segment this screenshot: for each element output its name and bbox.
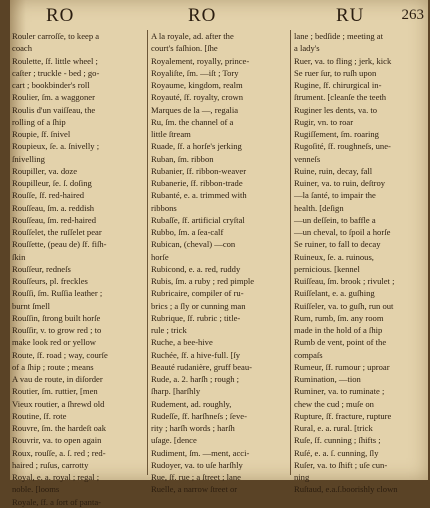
entry-line: Rubicond, e. a. red, ruddy [151,263,241,274]
entry-line: ſharp. [harſhly [151,386,201,397]
entry-line: Rugine, ſf. chirurgical in- [294,80,382,90]
entry-line: Rubaſſe, ſf. artificial cryſtal [151,214,245,225]
entry-line: —un deſſein, to baffle a [294,214,376,225]
entry-line: cart ; bookbinder's roll [12,80,90,90]
entry-line: Routine, ſf. rote [12,410,67,421]
entry-line: Routier, ſm. ruttier, [men [12,386,98,397]
entry-line: Vieux routier, a ſhrewd old [12,398,105,409]
entry-line: Rubis, ſm. a ruby ; red pimple [151,276,255,286]
entry-line: —un cheval, to ſpoil a horſe [294,227,391,237]
entry-line: Rural, e. a. rural. [trick [294,423,373,433]
entry-line: Rum, rumb, ſm. any room [294,312,384,323]
entry-line: Rudement, ad. roughly, [151,398,232,409]
dictionary-page [10,0,428,507]
entry-line: Rouſſeurs, pl. freckles [12,276,88,286]
entry-line: rule ; trick [151,325,187,335]
entry-line: make look red or yellow [12,337,97,348]
entry-line: pernicious. [kennel [294,263,360,274]
entry-line: Ruer, va. to fling ; jerk, kick [294,55,392,66]
entry-line: Rouſſir, v. to grow red ; to [12,325,102,335]
entry-line: Rubbo, ſm. a ſea-calf [151,227,224,237]
entry-line: Ruſer, va. to ſhift ; uſe cun- [294,459,388,470]
entry-line: Rumb de vent, point of the [294,337,387,348]
entry-line: Rubrique, ſf. rubric ; title- [151,312,241,323]
entry-line: Roupilleur, ſe. ſ. doſing [12,178,92,188]
entry-line: A la royale, ad. after the [151,31,234,41]
entry-line: Rouſſi, ſm. Ruſſia leather ; [12,288,103,299]
entry-line: Rubanerie, ſf. ribbon-trade [151,178,243,188]
column-3 [290,30,430,495]
entry-line: ning [294,472,310,482]
entry-line: little ſtream [151,129,191,139]
page-number: 263 [401,7,424,23]
entry-line: Rumeur, ſf. rumour ; uproar [294,361,390,372]
entry-line: chew the cud ; muſe on [294,398,374,409]
left-head-word: RO [46,5,75,26]
entry-line: Royalement, royally, prince- [151,55,250,66]
entry-line: Ruginer les dents, va. to [294,104,378,115]
entry-line: Rudeſſe, ſf. harſhneſs ; ſeve- [151,410,247,421]
entry-line: Rouſſeau, ſm. a. reddish [12,202,95,213]
entry-line: —la ſanté, to impair the [294,190,376,201]
entry-line: Rouſſin, ſtrong built horſe [12,312,101,323]
right-head-word: RU [336,5,365,26]
center-head-word: RO [188,5,217,26]
entry-line: Rumination, —tion [294,374,361,384]
entry-line: Roupieux, ſe. a. ſnivelly ; [12,141,100,152]
entry-line: rolling of a ſhip [12,116,66,127]
entry-line: A vau de route, in diſorder [12,374,103,384]
entry-line: health. [deſign [294,202,344,213]
entry-line: ribbons [151,202,177,213]
entry-line: Rouvrir, va. to open again [12,435,102,446]
entry-line: burnt ſmell [12,300,50,311]
entry-line: Rubican, (cheval) —con [151,239,236,250]
entry-line: Ruchée, ſf. a hive-full. [ſy [151,349,241,360]
entry-line: Rouſſelet, the ruſſelet pear [12,227,102,237]
entry-line: Route, ſf. road ; way, courſe [12,349,108,360]
entry-line: haired ; ruſus, carrotty [12,459,89,470]
column-2 [147,30,288,495]
entry-line: Ruſtaud, e.a.ſ.boorishly clown [294,484,398,495]
entry-line: Rouſſette, (peau de) ſf. fiſh- [12,239,107,250]
entry-line: Rue, ſf. rue ; a ſtreet ; lane [151,472,241,482]
column-1 [12,30,143,507]
entry-line: Se ruiner, to fall to decay [294,239,381,250]
entry-line: Royaliſte, ſm. —iſt ; Tory [151,67,239,78]
entry-line: Rugoſité, ſf. roughneſs, une- [294,141,391,152]
entry-line: venneſs [294,153,321,164]
entry-line: Rubanier, ſf. ribbon-weaver [151,165,247,176]
entry-line: a lady's [294,43,320,54]
entry-line: Ruſé, e. a. ſ. cunning, ſly [294,447,379,458]
entry-line: Ruelle, a narrow ſtreet or [151,484,238,495]
entry-line: brics ; a ſly or cunning man [151,300,246,311]
entry-line: caſter ; truckle - bed ; go- [12,67,100,78]
entry-line: ſtrument. [cleanſe the teeth [294,92,387,103]
entry-line: Se ruer ſur, to ruſh upon [294,67,377,78]
entry-line: Rupture, ſf. fracture, rupture [294,410,392,421]
entry-line: Rudoyer, va. to uſe harſhly [151,459,243,470]
entry-line: Ruade, ſf. a horſe's jerking [151,141,242,152]
entry-line: uſage. [dence [151,435,197,446]
entry-line: Rudiment, ſm. —ment, acci- [151,447,250,458]
entry-line: Ru, ſm. the channel of a [151,116,234,127]
entry-line: Royauté, ſf. royalty, crown [151,92,244,103]
entry-line: ſkin [12,251,26,262]
entry-line: Roux, rouſſe, a. ſ. red ; red- [12,447,106,458]
entry-line: Ruiſſeler, va. to guſh, run out [294,300,394,311]
entry-line: Rugiſſement, ſm. roaring [294,129,379,139]
entry-line: compaſs [294,349,323,360]
entry-line: made in the hold of a ſhip [294,325,383,335]
entry-line: Ruiner, va. to ruin, deſtroy [294,178,386,188]
entry-line: Rouſſeau, ſm. red-haired [12,214,96,225]
entry-line: Roulette, ſf. little wheel ; [12,55,98,66]
entry-line: Ruine, ruin, decay, fall [294,165,373,176]
entry-line: lane ; bedſide ; meeting at [294,31,384,41]
entry-line: coach [12,43,33,54]
entry-line: Rubricaire, compiler of ru- [151,288,244,299]
entry-line: Ruſe, ſf. cunning ; ſhifts ; [294,435,381,446]
entry-line: Ruiſſeau, ſm. brook ; rivulet ; [294,276,395,286]
entry-line: rity ; harſh words ; harſh [151,423,235,433]
entry-line: Marques de la —, regalia [151,104,239,115]
entry-line: Rouler carroſſe, to keep a [12,31,100,41]
entry-line: Roulier, ſm. a waggoner [12,92,95,103]
entry-line: Royaume, kingdom, realm [151,80,243,90]
entry-line: of a ſhip ; route ; means [12,361,94,372]
entry-line: ſnivelling [12,153,45,164]
entry-line: Roulis d'un vaiſſeau, the [12,104,96,115]
entry-line: Ruminer, va. to ruminate ; [294,386,385,397]
entry-line: Rubanté, e. a. trimmed with [151,190,247,201]
entry-line: Beauté rudanière, gruff beau- [151,361,253,372]
entry-line: Royal, e. a. royal ; regal ; [12,472,100,482]
entry-line: Ruineux, ſe. a. ruinous, [294,251,374,262]
entry-line: court's faſhion. [ſhe [151,43,218,54]
entry-line: Ruiſſelant, e. a. guſhing [294,288,375,299]
entry-line: Ruban, ſm. ribbon [151,153,214,164]
entry-line: Roupiller, va. doze [12,165,78,176]
entry-line: horſe [151,251,169,262]
entry-line: Ruche, a bee-hive [151,337,213,348]
entry-line: Rouſſe, ſf. red-haired [12,190,85,201]
entry-line: noble. [looms [12,484,60,495]
entry-line: Rouſſeur, redneſs [12,263,71,274]
page-header [10,3,428,29]
entry-line: Rouvre, ſm. the hardeſt oak [12,423,107,433]
entry-line: Royale, ſf. a ſort of panta- [12,496,102,507]
entry-line: Rugir, vn. to roar [294,116,354,127]
entry-line: Rude, a. 2. harſh ; rough ; [151,374,240,384]
entry-line: Roupie, ſf. ſnivel [12,129,71,139]
